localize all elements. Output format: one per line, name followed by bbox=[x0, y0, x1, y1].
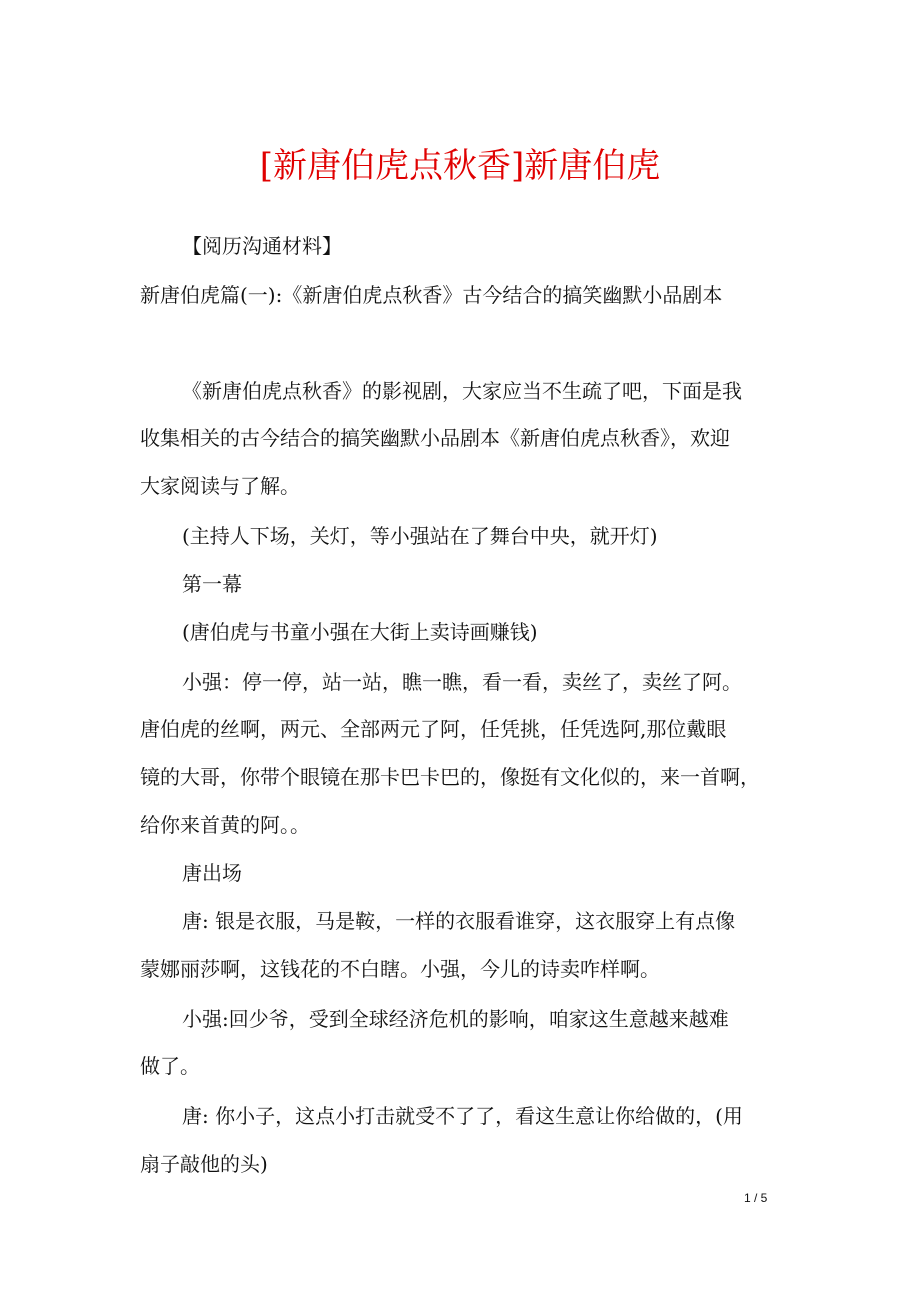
text-line: 《新唐伯虎点秋香》的影视剧，大家应当不生疏了吧，下面是我 bbox=[182, 379, 742, 403]
text-line: 收集相关的古今结合的搞笑幽默小品剧本《新唐伯虎点秋香》，欢迎 bbox=[140, 426, 730, 450]
text-line: 给你来首黄的阿。。 bbox=[140, 813, 310, 837]
text-line: 大家阅读与了解。 bbox=[140, 474, 300, 498]
page-number: 1 / 5 bbox=[744, 1191, 768, 1205]
text-line: (主持人下场，关灯，等小强站在了舞台中央，就开灯) bbox=[182, 524, 658, 548]
text-line: 唐出场 bbox=[182, 861, 242, 885]
text-line: 新唐伯虎篇(一):《新唐伯虎点秋香》古今结合的搞笑幽默小品剧本 bbox=[140, 283, 723, 307]
text-line: 小强:回少爷，受到全球经济危机的影响，咱家这生意越来越难 bbox=[182, 1007, 729, 1031]
text-line: 第一幕 bbox=[182, 572, 242, 596]
text-line: 做了。 bbox=[140, 1054, 200, 1078]
text-line: 唐: 你小子，这点小打击就受不了了，看这生意让你给做的，(用 bbox=[182, 1104, 743, 1128]
text-line: 小强：停一停，站一站，瞧一瞧，看一看，卖丝了，卖丝了阿。 bbox=[182, 670, 742, 694]
text-line: 扇子敲他的头) bbox=[140, 1152, 268, 1176]
text-line: 唐: 银是衣服，马是鞍，一样的衣服看谁穿，这衣服穿上有点像 bbox=[182, 909, 736, 933]
text-line: (唐伯虎与书童小强在大街上卖诗画赚钱) bbox=[182, 620, 538, 644]
text-line: 镜的大哥，你带个眼镜在那卡巴卡巴的，像挺有文化似的，来一首啊， bbox=[140, 765, 760, 789]
text-line: 【阅历沟通材料】 bbox=[182, 234, 342, 258]
text-line: 唐伯虎的丝啊，两元、全部两元了阿，任凭挑，任凭选阿,那位戴眼 bbox=[140, 717, 727, 741]
text-line: 蒙娜丽莎啊，这钱花的不白瞎。小强，今儿的诗卖咋样啊。 bbox=[140, 957, 660, 981]
document-title: [新唐伯虎点秋香]新唐伯虎 bbox=[259, 146, 661, 186]
